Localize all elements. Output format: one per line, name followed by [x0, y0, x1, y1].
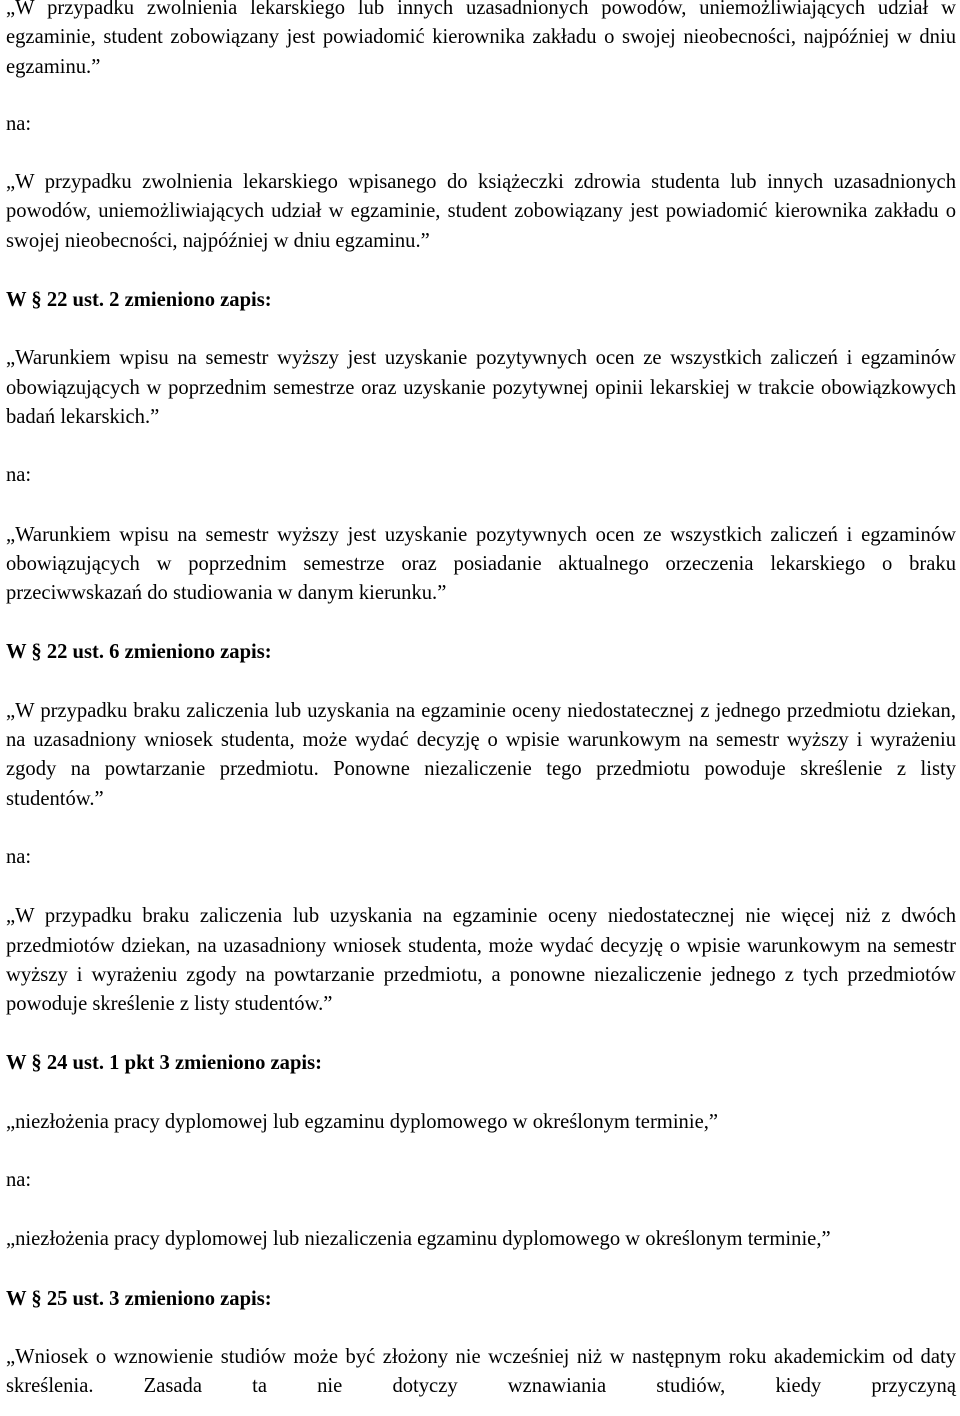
- paragraph-old-conditional-entry: „W przypadku braku zaliczenia lub uzyskania na egzaminie oceny niedostatecznej z jednego przedmiotu dziekan, na uzasadniony wniosek studenta, może wydać decyzję o wpisie warunkowym na semestr wyższy i wyrażeniu zgody na powtarzanie przedmiotu. Ponowne niezaliczenie tego przedmiotu powoduje skreślenie z listy studentów.”: [6, 699, 956, 810]
- section-heading-22-2: W § 22 ust. 2 zmieniono zapis:: [6, 289, 272, 312]
- section-heading-25-3: W § 25 ust. 3 zmieniono zapis:: [6, 1287, 272, 1310]
- paragraph-old-exam-absence: „W przypadku zwolnienia lekarskiego lub innych uzasadnionych powodów, uniemożliwiających udział w egzaminie, student zobowiązany jest powiadomić kierownika zakładu o swojej nieobecności, najpóźniej w dniu egzaminu.”: [6, 0, 956, 78]
- replacement-marker: na:: [6, 1169, 32, 1192]
- section-heading-22-6: W § 22 ust. 6 zmieniono zapis:: [6, 641, 272, 664]
- paragraph-reinstatement: „Wniosek o wznowienie studiów może być złożony nie wcześniej niż w następnym roku akademickim od daty skreślenia. Zasada ta nie dotyczy wznawiania studiów, kiedy przyczyną: [6, 1345, 956, 1398]
- paragraph-new-conditional-entry: „W przypadku braku zaliczenia lub uzyskania na egzaminie oceny niedostatecznej nie więcej niż z dwóch przedmiotów dziekan, na uzasadniony wniosek studenta, może wydać decyzję o wpisie warunkowym na semestr wyższy i wyrażeniu zgody na powtarzanie przedmiotu, a ponowne niezaliczenie jednego z tych przedmiotów powoduje skreślenie z listy studentów.”: [6, 905, 956, 1016]
- replacement-marker: na:: [6, 845, 32, 868]
- paragraph-old-thesis-deadline: „niezłożenia pracy dyplomowej lub egzaminu dyplomowego w określonym terminie,”: [6, 1110, 718, 1133]
- paragraph-new-exam-absence: „W przypadku zwolnienia lekarskiego wpisanego do książeczki zdrowia studenta lub innych uzasadnionych powodów, uniemożliwiających udział w egzaminie, student zobowiązany jest powiadomić kierownika zakładu o swojej nieobecności, najpóźniej w dniu egzaminu.”: [6, 171, 956, 252]
- paragraph-old-semester-condition: „Warunkiem wpisu na semestr wyższy jest uzyskanie pozytywnych ocen ze wszystkich zaliczeń i egzaminów obowiązujących w poprzednim semestrze oraz uzyskanie pozytywnej opinii lekarskiej w trakcie obowiązkowych badań lekarskich.”: [6, 347, 956, 428]
- paragraph-new-thesis-deadline: „niezłożenia pracy dyplomowej lub niezaliczenia egzaminu dyplomowego w określonym terminie,”: [6, 1228, 831, 1251]
- document-page: [6, 0, 956, 1402]
- paragraph-new-semester-condition: „Warunkiem wpisu na semestr wyższy jest uzyskanie pozytywnych ocen ze wszystkich zaliczeń i egzaminów obowiązujących w poprzednim semestrze oraz posiadanie aktualnego orzeczenia lekarskiego o braku przeciwwskazań do studiowania w danym kierunku.”: [6, 523, 956, 605]
- section-heading-24-1-3: W § 24 ust. 1 pkt 3 zmieniono zapis:: [6, 1052, 322, 1075]
- replacement-marker: na:: [6, 464, 32, 487]
- replacement-marker: na:: [6, 112, 32, 135]
